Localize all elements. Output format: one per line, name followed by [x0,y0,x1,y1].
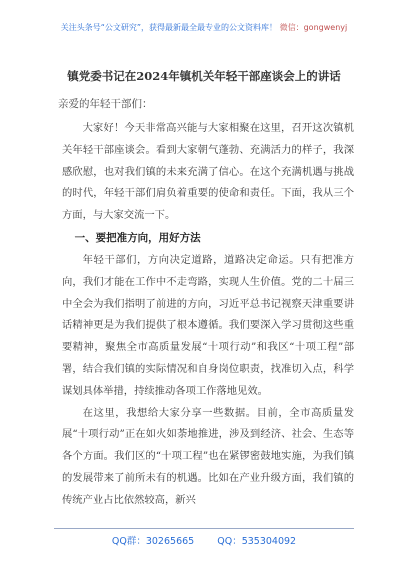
document-body [62,118,354,512]
footer-qq-number: QQ：535304092 [217,536,297,547]
header-notice [0,22,408,33]
greeting: 亲爱的年轻干部们： [58,98,153,110]
footer-qq-group: QQ群：30265665 [111,536,195,547]
document-title: 镇党委书记在2024年镇机关年轻干部座谈会上的讲话 [67,69,341,83]
section-1-heading: 一、要把准方向，用好方法 [74,231,201,244]
header-notice-text: 关注头条号“公文研究”，获得最新最全最专业的公文资料库！ [60,23,278,32]
paragraph-1: 大家好！今天非常高兴能与大家相聚在这里，召开这次镇机关年轻干部座谈会。看到大家朝气蓬勃、充满活力的样子，我深感欣慰，也对我们镇的未来充满了信心。在这个充满机遇与挑战的时代，年轻干部们肩负着重要的使命和责任。下面，我从三个方面，与大家交流一下。 [62,122,354,222]
footer-divider [54,528,354,529]
header-wechat: 微信：gongwenyj [279,23,348,32]
paragraph-2: 年轻干部们，方向决定道路，道路决定命运。只有把准方向，我们才能在工作中不走弯路，实现人生价值。党的二十届三中全会为我们指明了前进的方向，习近平总书记视察天津重要讲话精神更是为我们提供了根本遵循。我们要深入学习贯彻这些重要精神，聚焦全市高质量发展“十项行动”和我区“十项工程”部署，结合我们镇的实际情况和自身岗位职责，找准切入点，科学谋划具体举措，持续推动各项工作落地见效。 [62,253,354,397]
footer-contact [0,533,408,547]
paragraph-3: 在这里，我想给大家分享一些数据。目前，全市高质量发展“十项行动”正在如火如荼地推进，涉及到经济、社会、生态等各个方面。我们区的“十项工程”也在紧锣密鼓地实施，为我们镇的发展带来了前所未有的机遇。比如在产业升级方面，我们镇的传统产业占比依然较高，新兴 [62,406,354,506]
